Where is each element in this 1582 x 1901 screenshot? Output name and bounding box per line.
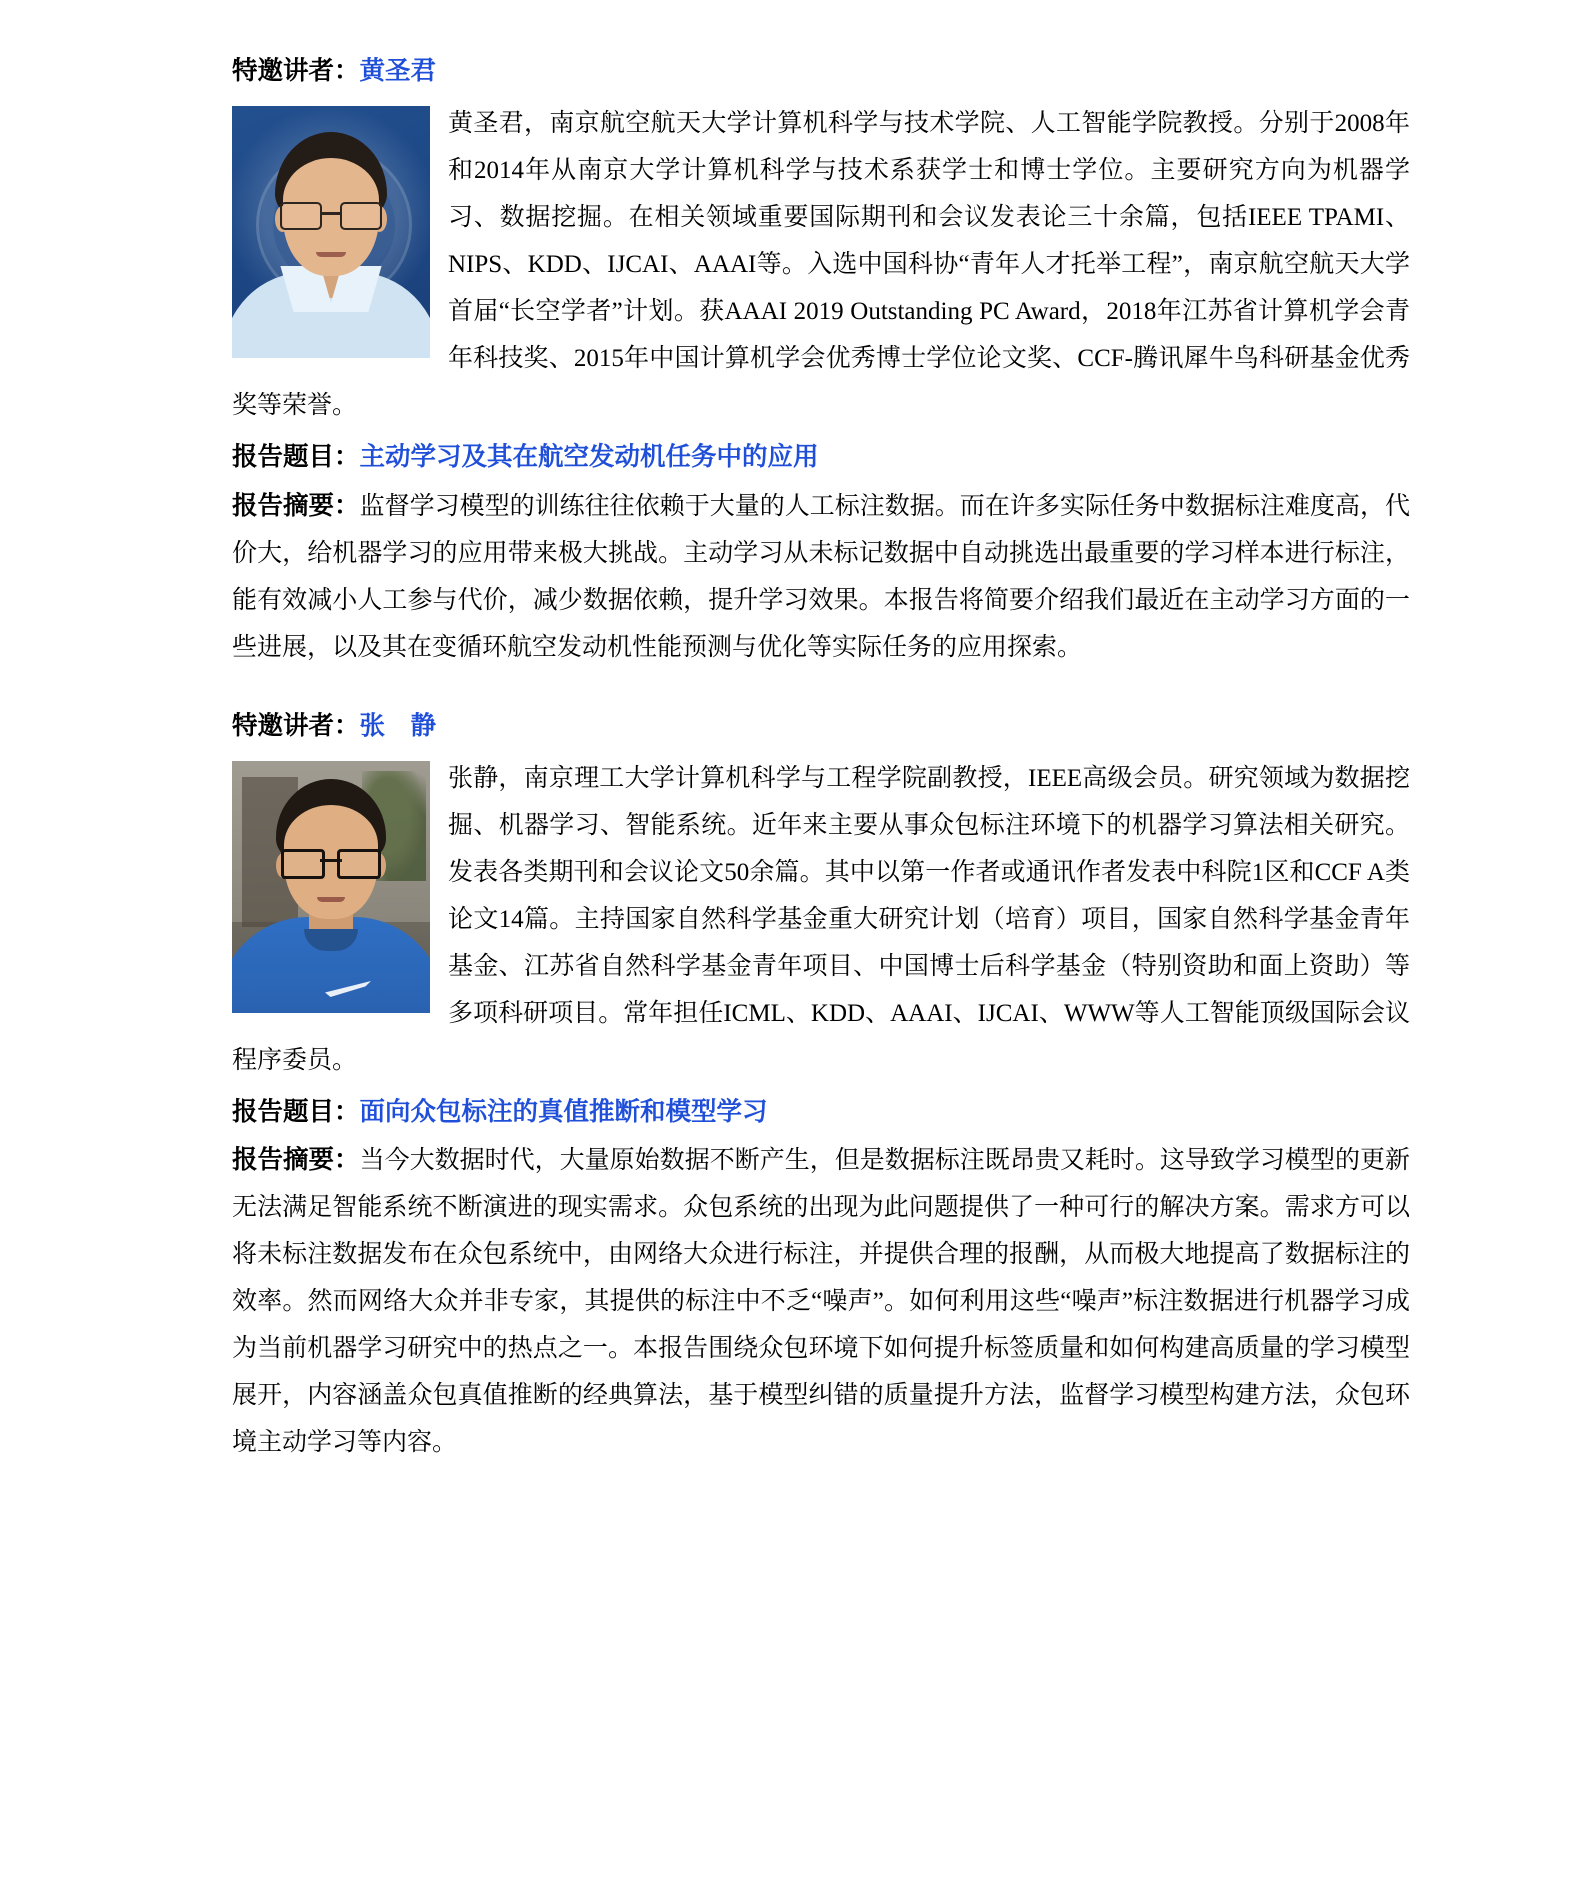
talk-title-value-2: 面向众包标注的真值推断和模型学习: [359, 1096, 768, 1126]
glasses-icon: [281, 849, 381, 875]
speaker-bio-text-2: 张静，南京理工大学计算机科学与工程学院副教授，IEEE高级会员。研究领域为数据挖掘、机器学习、智能系统。近年来主要从事众包标注环境下的机器学习算法相关研究。发表各类期刊和会议论文50余篇。其中以第一作者或通讯作者发表中科院1区和CCF A类论文14篇。主持国家自然科学基金重大研究计划（培育）项目，国家自然科学基金青年基金、江苏省自然科学基金青年项目、中国博士后科学基金（特别资助和面上资助）等多项科研项目。常年担任ICML、KDD、AAAI、IJCAI、WWW等人工智能顶级国际会议程序委员。: [232, 764, 1410, 1074]
speaker-portrait-1: [232, 106, 430, 358]
glasses-lens-right: [337, 849, 381, 879]
talk-abstract-label-1: 报告摘要：: [232, 490, 360, 520]
speaker-bio-text-1: 黄圣君，南京航空航天大学计算机科学与技术学院、人工智能学院教授。分别于2008年和2014年从南京大学计算机科学与技术系获学士和博士学位。主要研究方向为机器学习、数据挖掘。在相关领域重要国际期刊和会议发表论三十余篇，包括IEEE TPAMI、NIPS、KDD、IJCAI、AAAI等。入选中国科协“青年人才托举工程”，南京航空航天大学首届“长空学者”计划。获AAAI 2019 Outstanding PC Award，2018年江苏省计算机学会青年科技奖、2015年中国计算机学会优秀博士学位论文奖、CCF-腾讯犀牛鸟科研基金优秀奖等荣誉。: [232, 110, 1410, 420]
speaker-bio-1: [232, 100, 1410, 429]
talk-abstract-label-2: 报告摘要：: [232, 1145, 360, 1175]
talk-abstract-text-1: 监督学习模型的训练往往依赖于大量的人工标注数据。而在许多实际任务中数据标注难度高，代价大，给机器学习的应用带来极大挑战。主动学习从未标记数据中自动挑选出最重要的学习样本进行标注，能有效减小人工参与代价，减少数据依赖，提升学习效果。本报告将简要介绍我们最近在主动学习方面的一些进展，以及其在变循环航空发动机性能预测与优化等实际任务的应用探索。: [232, 492, 1410, 661]
section-divider: [232, 671, 1410, 707]
speaker-bio-2: [232, 755, 1410, 1084]
talk-title-line-2: [232, 1088, 1410, 1136]
glasses-lens-left: [280, 202, 322, 230]
talk-abstract-text-2: 当今大数据时代，大量原始数据不断产生，但是数据标注既昂贵又耗时。这导致学习模型的更新无法满足智能系统不断演进的现实需求。众包系统的出现为此问题提供了一种可行的解决方案。需求方可以将未标注数据发布在众包系统中，由网络大众进行标注，并提供合理的报酬，从而极大地提高了数据标注的效率。然而网络大众并非专家，其提供的标注中不乏“噪声”。如何利用这些“噪声”标注数据进行机器学习成为当前机器学习研究中的热点之一。本报告围绕众包环境下如何提升标签质量和如何构建高质量的学习模型展开，内容涵盖众包真值推断的经典算法，基于模型纠错的质量提升方法，监督学习模型构建方法，众包环境主动学习等内容。: [232, 1147, 1410, 1457]
speaker-name-2: 张 静: [359, 710, 437, 740]
talk-title-line-1: [232, 433, 1410, 481]
speaker-heading-1: [232, 52, 1410, 90]
speaker-block-2: [232, 707, 1410, 1467]
talk-title-value-1: 主动学习及其在航空发动机任务中的应用: [359, 442, 819, 472]
speaker-portrait-2: [232, 761, 430, 1013]
glasses-bridge: [320, 212, 342, 215]
glasses-lens-right: [340, 202, 382, 230]
talk-title-label-2: 报告题目：: [232, 1096, 360, 1126]
speaker-label-1: 特邀讲者：: [232, 56, 360, 85]
speaker-heading-2: [232, 707, 1410, 745]
speaker-block-1: [232, 52, 1410, 671]
talk-title-label-1: 报告题目：: [232, 442, 360, 472]
mouth-shape: [317, 897, 345, 902]
mouth-shape: [316, 252, 346, 257]
glasses-lens-left: [281, 849, 325, 879]
talk-abstract-2: [232, 1136, 1410, 1466]
talk-abstract-1: [232, 482, 1410, 671]
glasses-icon: [280, 202, 382, 228]
speaker-name-1: 黄圣君: [359, 56, 437, 85]
speaker-label-2: 特邀讲者：: [232, 710, 360, 740]
